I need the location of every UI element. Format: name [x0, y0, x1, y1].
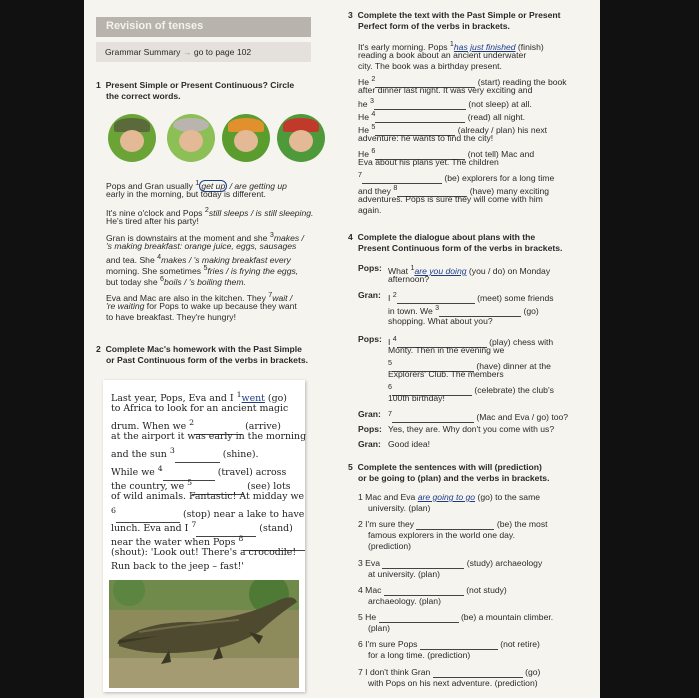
crocodile-photo [109, 580, 299, 688]
avatar-gran [167, 114, 215, 162]
workbook-page: Revision of tenses Grammar Summary → go to page 102 1 Present Simple or Present Continuous? Circle the correct words. Pops and Gran usually $^1$ get up / are getting up early in the morning, but today is different. It's nine o'clock and Pops $^2$still sleeps / is still sleeping. He's tired after his party! Gran is downstairs at the moment and she $^3$makes / 's making breakfast: orange juice, eggs, sausages and tea. She $^4$makes / 's making breakfast every morning. She sometimes $^5$fries / is frying the eggs, but today she $^6$boils / 's boiling them. Eva and Mac are also in the kitchen. They $^7$wait / 're waiting for Pops to wake up because they want to have breakfast. They're hungry! 2 Complete Mac's homework with the Past Simple or Past Continuous form of the verbs in brackets. Last year, Pops, Eva and I $^1$went (go) to Africa to look for an ancient magic drum. When we $^2$ (arrive) at the airport it was early in the morning and the sun $^3$ (shine). While we $^4$ (travel) across the country, we $^5$ (see) lots of wild animals. Fantastic! At midday we $^6$ (stop) near a lake to have lunch. Eva and I $^7$ (stand) near the water when Pops $^8$ (shout): 'Look out! There's a crocodile! Run back to the jeep – fast!' 3 Complete the text with the Past Simple or Present Perfect form of the verbs in brackets. It's early morning. Pops $^1$has just finished (finish) reading a book about an ancient underwater city. The book was a birthday present. He $^2$ (start) reading the book after dinner last night. It was very exciting and he $^3$ (not sleep) at all. He $^4$ (read) all night. He $^5$ (already / plan) his next adventure: he wants to find the city! He $^6$ (not tell) Mac and Eva about his plans yet. The children $^7$ (be) explorers for a long time and they $^8$ (have) many exciting adventures. Pops is sure they will come with him again. 4 Complete the dialogue about plans with the Present Continuous form of the verbs in brackets. Pops: What $^1$are you doing (you / do) on Monday afternoon? Gran: I $^2$ (meet) some friends in town. We $^3$ (go) shopping. What about you? Pops: I $^4$ (play) chess with Monty. Then in the evening we $^5$ (have) dinner at the Explorers' Club. The members $^6$ (celebrate) the club's 100th birthday! Gran: $^7$ (Mac and Eva / go) too? Pops: Yes, they are. Why don't you come with us? Gran: Good idea! 5 Complete the sentences with will (prediction) or be going to (plan) and the verbs in brackets. 1 Mac and Eva are going to go (go) to the same university. (plan) 2 I'm sure they (be) the most famous explorers in the world one day. (prediction) 3 Eva (study) archaeology at university. (plan) 4 Mac (not study) archaeology. (plan) 5 He (be) a mountain climber. (plan) 6 I'm sure Pops (not retire) for a long time. (prediction) 7 I don't think Gran (go) with Pops on his next adventure. (prediction) [84, 0, 600, 698]
grammar-summary-label: Grammar Summary → go to page 102 [105, 47, 252, 57]
avatar-pops [108, 114, 156, 162]
ex3-instruction: 3 Complete the text with the Past Simple or Present [348, 10, 561, 20]
ex5-instruction: 5 Complete the sentences with will (prediction) [348, 462, 542, 472]
section-banner [96, 17, 311, 37]
ex4-instruction: 4 Complete the dialogue about plans with the [348, 232, 536, 242]
ex1-instruction: 1 Present Simple or Present Continuous? Circle [96, 80, 295, 90]
avatar-eva [222, 114, 270, 162]
avatar-mac [277, 114, 325, 162]
ex2-instruction: 2 Complete Mac's homework with the Past Simple [96, 344, 302, 354]
section-title: Revision of tenses [106, 20, 204, 32]
homework-card: Last year, Pops, Eva and I $^1$went (go) to Africa to look for an ancient magic drum. When we $^2$ (arrive) at the airport it was early in the morning and the sun $^3$ (shine). While we $^4$ (travel) across the country, we $^5$ (see) lots of wild animals. Fantastic! At midday we $^6$ (stop) near a lake to have lunch. Eva and I $^7$ (stand) near the water when Pops $^8$ (shout): 'Look out! There's a crocodile! Run back to the jeep – fast!' [103, 380, 305, 692]
